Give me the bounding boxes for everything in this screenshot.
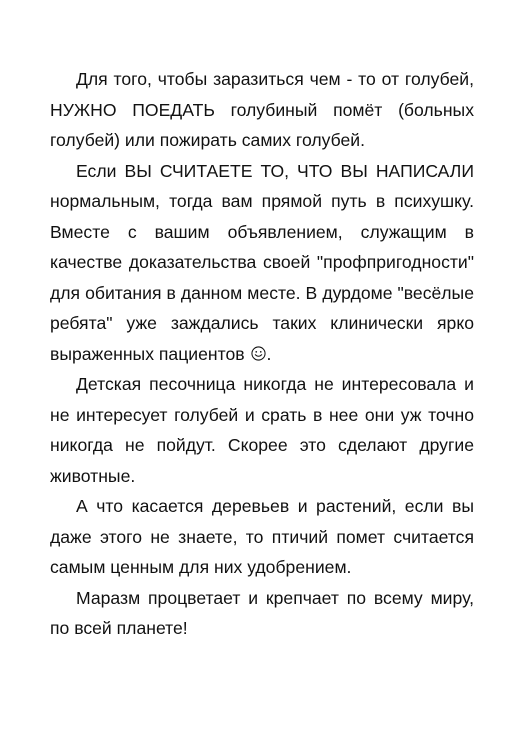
paragraph-3: Детская песочница никогда не интересовала и не интересует голубей и срать в нее они уж точно никогда не пойдут. Скорее это сделают другие животные.	[50, 374, 474, 486]
smiley-face-icon	[251, 346, 266, 361]
paragraph-1: Для того, чтобы заразиться чем - то от голубей, НУЖНО ПОЕДАТЬ голубиный помёт (больных голубей) или пожирать самих голубей.	[50, 69, 474, 150]
paragraph-2-tail: .	[266, 343, 272, 364]
paragraph-2-text: Если ВЫ СЧИТАЕТЕ ТО, ЧТО ВЫ НАПИСАЛИ нормальным, тогда вам прямой путь в психушку. Вместе с вашим объявлением, служащим в качестве доказательства своей "профпригодности" для обитания в данном месте. В дурдоме "весёлые ребята" уже заждались таких клинически ярко выраженных пациентов	[50, 160, 474, 364]
paragraph-2	[50, 156, 474, 370]
paragraph-5: Маразм процветает и крепчает по всему миру, по всей планете!	[50, 587, 474, 638]
document-page	[50, 64, 474, 644]
paragraph-4: А что касается деревьев и растений, если вы даже этого не знаете, то птичий помет считается самым ценным для них удобрением.	[50, 496, 474, 577]
